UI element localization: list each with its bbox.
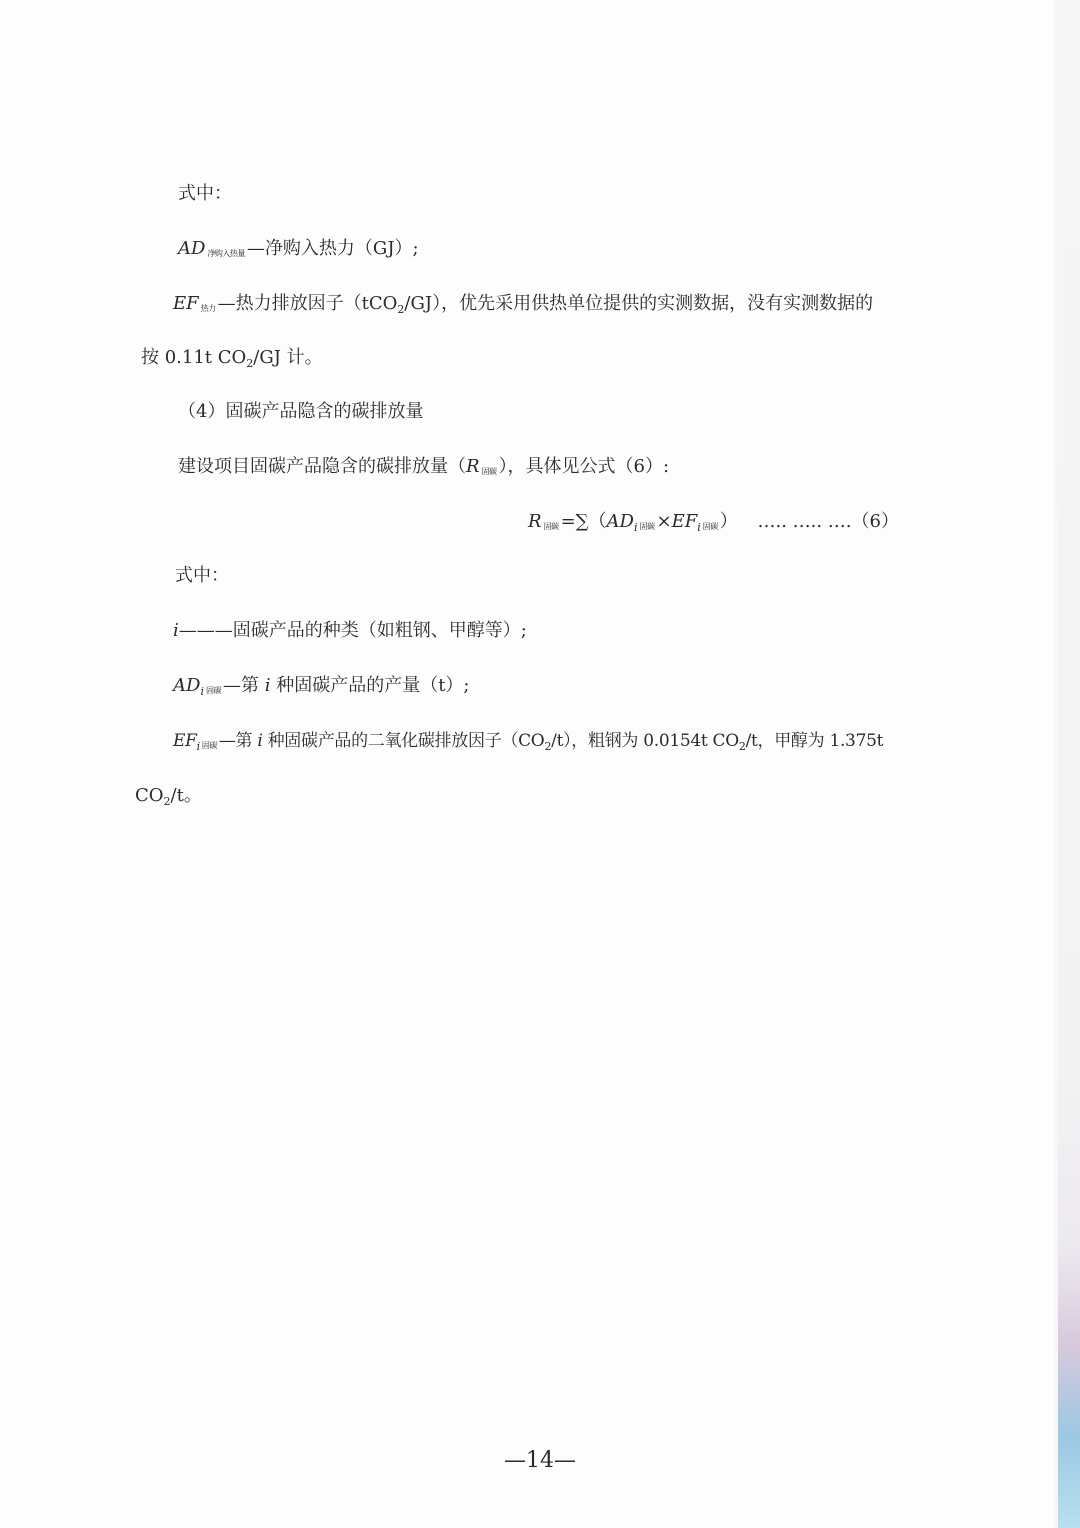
- text-line: [141, 346, 323, 376]
- formula-var: AD: [606, 511, 634, 532]
- definition-text: /t。: [170, 785, 202, 806]
- text-line: [173, 674, 470, 704]
- label-shizhong: 式中：: [175, 565, 229, 586]
- scan-edge-strip: [1058, 0, 1080, 1528]
- definition-text: —净购入热力（GJ）;: [246, 238, 419, 259]
- text-line: [175, 564, 229, 588]
- text-line: [135, 784, 202, 814]
- subscript: i: [633, 521, 638, 534]
- heading-text: （4）固碳产品隐含的碳排放量: [178, 401, 424, 422]
- definition-text: /GJ 计。: [253, 347, 323, 368]
- subscript: 2: [397, 303, 405, 316]
- subscript: 2: [246, 357, 254, 370]
- definition-text: ———固碳产品的种类（如粗钢、甲醇等）;: [178, 620, 527, 641]
- formula-6: [528, 510, 899, 540]
- text-line: [178, 237, 419, 266]
- formula-var: R: [528, 511, 542, 532]
- variable: EF: [173, 293, 199, 314]
- definition-text: —第: [218, 731, 258, 751]
- subscript: 2: [544, 740, 552, 753]
- formula-number: （6）: [851, 511, 899, 532]
- variable: i: [264, 675, 271, 696]
- body-text: 建设项目固碳产品隐含的碳排放量（: [178, 456, 466, 477]
- subscript: 固碳: [639, 522, 655, 531]
- definition-text: 按 0.11t CO: [141, 347, 247, 368]
- page-number: —14—: [504, 1448, 576, 1473]
- subscript: 净购入热量: [207, 249, 245, 258]
- subscript: 固碳: [481, 467, 497, 476]
- formula-op: ）: [719, 511, 738, 532]
- subscript: 热力: [200, 304, 216, 313]
- text-line: [173, 292, 873, 322]
- subscript: 固碳: [543, 522, 559, 531]
- definition-text: —热力排放因子（tCO: [217, 293, 398, 314]
- variable: EF: [173, 731, 197, 751]
- subscript: i: [697, 521, 701, 534]
- subscript: i: [196, 740, 200, 753]
- section-heading: [178, 400, 423, 424]
- definition-text: CO: [135, 785, 164, 806]
- variable: AD: [173, 675, 201, 696]
- variable: AD: [178, 238, 206, 259]
- definition-text: /GJ），优先采用供热单位提供的实测数据，没有实测数据的: [404, 293, 874, 314]
- formula-var: EF: [671, 511, 698, 532]
- definition-text: —第: [222, 675, 265, 696]
- definition-text: /t），粗钢为 0.0154t CO: [551, 731, 739, 751]
- text-line: [178, 455, 669, 484]
- body-text: ），具体见公式（6）:: [498, 456, 670, 477]
- text-line: [178, 182, 232, 206]
- subscript: 固碳: [205, 686, 221, 695]
- definition-text: /t，甲醇为 1.375t: [745, 731, 884, 751]
- definition-text: 种固碳产品的产量（t）;: [270, 675, 470, 696]
- subscript: i: [200, 685, 204, 698]
- variable: i: [257, 731, 263, 751]
- text-line: [173, 729, 883, 759]
- text-line: [173, 619, 527, 643]
- label-shizhong: 式中：: [178, 183, 232, 204]
- definition-text: 种固碳产品的二氧化碳排放因子（CO: [262, 731, 545, 751]
- formula-op: ×: [656, 511, 672, 532]
- variable: i: [173, 620, 179, 641]
- subscript: 2: [738, 740, 746, 753]
- formula-op: =∑（: [560, 511, 607, 532]
- formula-leader-dots: ….. ….. ….: [757, 511, 852, 532]
- subscript: 固碳: [702, 522, 718, 531]
- variable: R: [466, 456, 480, 477]
- subscript: 固碳: [201, 741, 217, 750]
- subscript: 2: [163, 795, 171, 808]
